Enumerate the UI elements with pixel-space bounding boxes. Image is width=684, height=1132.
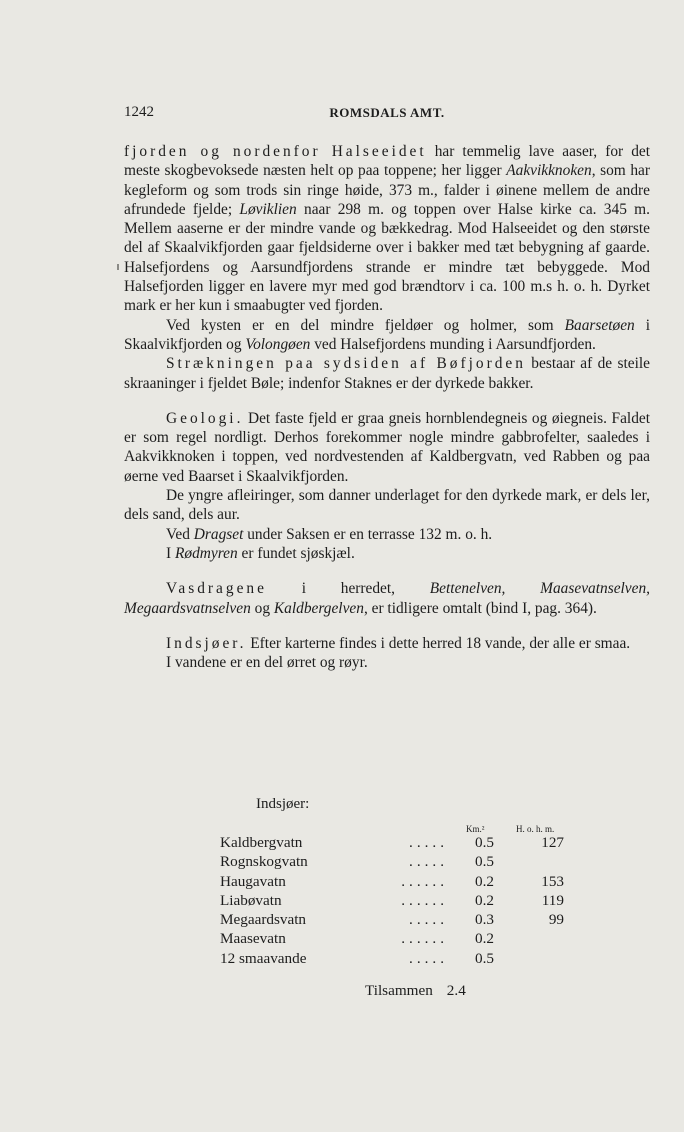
body-text: [124, 142, 650, 672]
leader-dots: ......: [401, 872, 448, 890]
spaced-run: Geologi.: [166, 409, 244, 427]
italic-run: Dragset: [193, 525, 244, 543]
spaced-run: Indsjøer.: [166, 634, 247, 652]
table-row: [220, 950, 580, 969]
italic-run: Aakvikknoken: [506, 162, 592, 180]
paragraph: [124, 634, 650, 653]
paragraph: [124, 653, 650, 672]
spaced-run: Vasdragene: [166, 580, 267, 598]
text-run: har temmelig lave aaser, for det meste skogbevoksede næsten helt op paa toppene; her ligger: [124, 143, 651, 180]
text-run: I vandene er en del ørret og røyr.: [166, 654, 368, 672]
text-run: Det faste fjeld er graa gneis hornblendegneis og øiegneis. Faldet er som regel nordligt. Derhos forekommer nogle mindre gabbrofelter, saaledes i Aakvikknoken i toppen, ved nordvestenden af Kaldbergvatn, ved Rabben og paa øerne ved Baarset i Skaalvikfjorden.: [124, 409, 650, 485]
page-number: 1242: [124, 104, 154, 120]
spaced-run: Strækningen paa sydsiden af Bøfjorden: [166, 355, 526, 373]
lake-area: 0.5: [475, 834, 494, 851]
table-row: [220, 853, 580, 872]
table-row: [220, 834, 580, 853]
italic-run: Volongøen: [245, 335, 311, 353]
text-run: under Saksen er en terrasse 132 m. o. h.: [243, 525, 493, 543]
lake-elevation: 99: [548, 911, 564, 929]
lake-name: 12 smaavande: [220, 949, 307, 967]
table-row: [220, 930, 580, 949]
italic-run: Kaldbergelven: [273, 599, 364, 617]
lake-name: Kaldbergvatn: [220, 834, 303, 851]
table-rows: [220, 834, 580, 969]
section-gap: [124, 393, 650, 409]
total-value: 2.4: [446, 982, 466, 999]
paragraph: [124, 142, 650, 316]
paragraph: [124, 544, 650, 563]
lakes-table: [220, 796, 580, 999]
text-run: er fundet sjøskjæl.: [237, 544, 355, 562]
table-row: [220, 873, 580, 892]
page-header: [124, 104, 650, 126]
lake-name: Megaardsvatn: [220, 911, 307, 929]
table-units: [220, 818, 580, 834]
paragraph: [124, 525, 650, 544]
text-run: i Skaalvikfjorden og: [124, 316, 651, 353]
table-title: Indsjøer:: [256, 796, 310, 812]
table-total: [365, 982, 466, 1000]
lake-elevation: 119: [541, 891, 564, 909]
text-run: naar 298 m. og toppen over Halse kirke ca. 345 m. Mellem aaserne er der mindre vande og bækkedrag. Mod Halseeidet og den største del af Skaalvikfjorden gaar fjeldsiderne over i bakker med tæt bebygning af gaarde. Halsefjordens og Aarsundfjordens strande er mindre tæt bebyggede. Mod Halsefjorden ligger en lavere myr med god brændtorv i ca. 100 m.s h. o. h. Dyrket mark er her kun i smaabugter ved fjorden.: [124, 200, 650, 315]
italic-run: Baarsetøen: [564, 316, 635, 334]
leader-dots: .....: [409, 949, 448, 967]
text-run: Ved kysten er en del mindre fjeldøer og holmer, som: [166, 316, 565, 334]
lake-area: 0.5: [475, 949, 494, 967]
table-row: [220, 892, 580, 911]
text-run: ved Halsefjordens munding i Aarsundfjorden.: [310, 335, 596, 353]
paragraph: [124, 486, 650, 525]
lake-area: 0.3: [475, 911, 494, 929]
text-run: Ved: [166, 525, 194, 543]
text-run: , som har kegleform og som trods sin ringe høide, 373 m., falder i øinene mellem de andre afrundede fjelde;: [124, 162, 650, 218]
text-run: og: [250, 599, 274, 617]
text-run: , er tidligere omtalt (bind I, pag. 364).: [363, 599, 597, 617]
lake-name: Haugavatn: [220, 872, 286, 890]
lake-area: 0.2: [475, 891, 494, 909]
italic-run: Rødmyren: [174, 544, 238, 562]
paragraph: [124, 579, 650, 618]
running-title: ROMSDALS AMT.: [329, 105, 445, 120]
column-header-hoh: H. o. h. m.: [516, 824, 555, 834]
italic-run: Bettenelven, Maasevatnselven, Megaardsvatnselven: [124, 580, 651, 617]
lake-area: 0.2: [475, 930, 494, 948]
section-gap: [124, 618, 650, 634]
text-run: De yngre afleiringer, som danner underlaget for den dyrkede mark, er dels ler, dels sand, dels aur.: [124, 487, 650, 524]
paragraph: [124, 316, 650, 355]
lake-name: Maasevatn: [220, 930, 286, 948]
paragraph: [124, 354, 650, 393]
lake-elevation: 127: [541, 834, 564, 851]
lake-area: 0.5: [475, 853, 494, 871]
total-label: Tilsammen: [365, 982, 433, 999]
leader-dots: .....: [409, 911, 448, 929]
text-run: I: [166, 544, 175, 562]
column-header-km: Km.²: [466, 824, 485, 834]
spaced-run: fjorden og nordenfor Halseeidet: [124, 143, 427, 160]
text-run: i herredet,: [266, 580, 430, 598]
table-row: [220, 911, 580, 930]
lake-elevation: 153: [541, 872, 564, 890]
text-run: Efter karterne findes i dette herred 18 vande, der alle er smaa.: [246, 634, 631, 652]
scan-speck: [117, 264, 119, 270]
lake-area: 0.2: [475, 872, 494, 890]
leader-dots: .....: [409, 834, 448, 851]
leader-dots: ......: [401, 891, 448, 909]
text-run: bestaar af de steile skraaninger i fjeldet Bøle; indenfor Staknes er der dyrkede bakker.: [124, 355, 650, 392]
lake-name: Liabøvatn: [220, 891, 282, 909]
lake-name: Rognskogvatn: [220, 853, 308, 871]
section-gap: [124, 563, 650, 579]
leader-dots: ......: [401, 930, 448, 948]
leader-dots: .....: [409, 853, 448, 871]
table-heading: [220, 796, 580, 818]
italic-run: Løviklien: [239, 200, 297, 218]
paragraph: [124, 409, 650, 486]
